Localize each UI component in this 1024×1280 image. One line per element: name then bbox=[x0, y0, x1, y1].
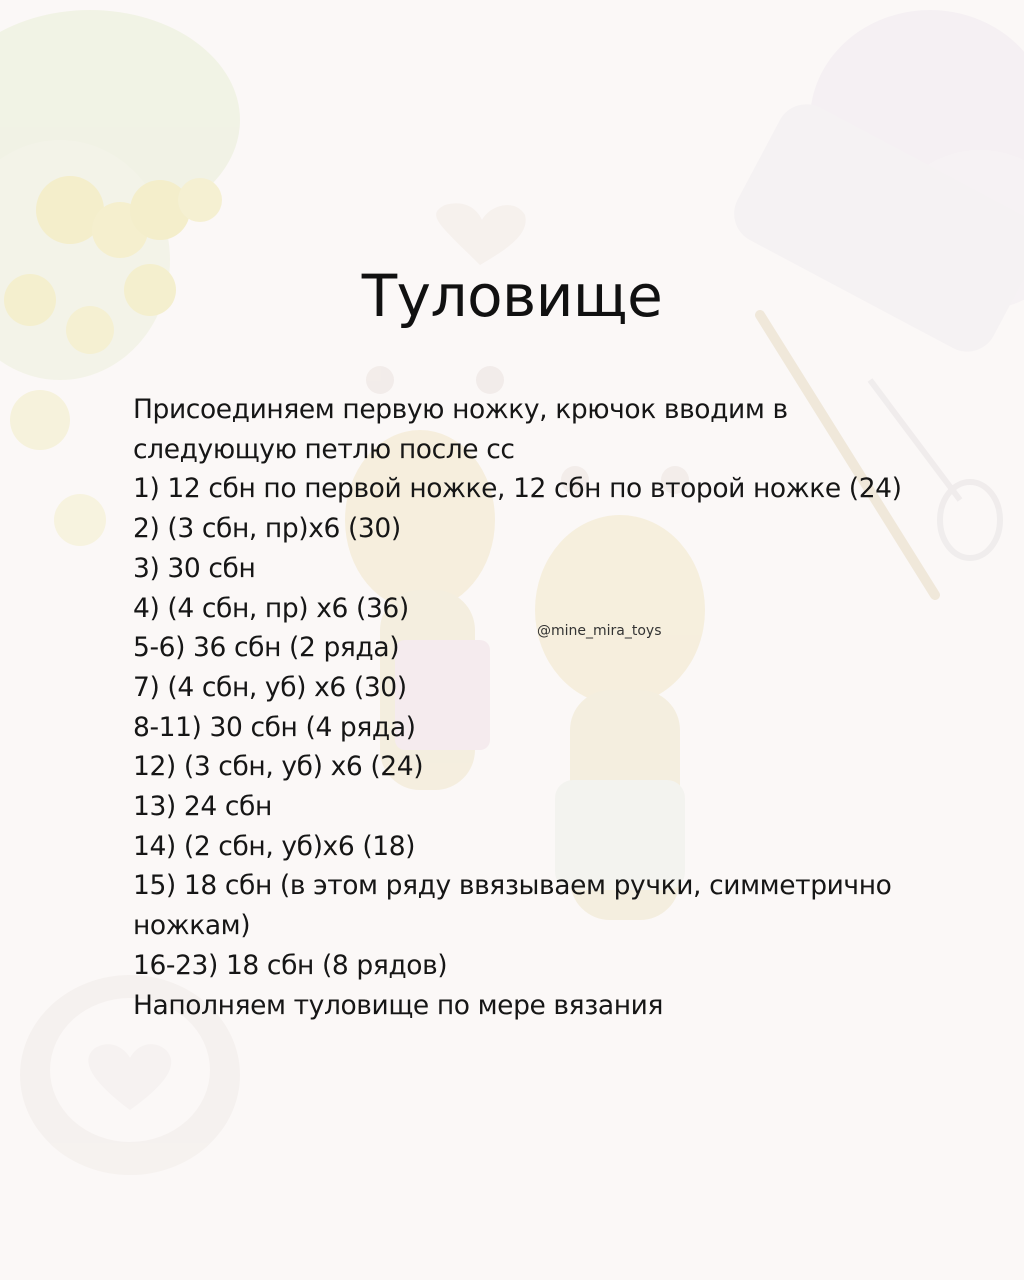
pattern-instructions bbox=[133, 390, 933, 1025]
instruction-line: следующую петлю после сс bbox=[133, 433, 515, 465]
instruction-line: 16-23) 18 сбн (8 рядов) bbox=[133, 949, 448, 981]
watermark-handle: @mine_mira_toys bbox=[537, 623, 662, 639]
instruction-line: Наполняем туловище по мере вязания bbox=[133, 989, 664, 1021]
instruction-line: 5-6) 36 сбн (2 ряда) bbox=[133, 632, 400, 664]
instruction-line: 7) (4 сбн, уб) х6 (30) bbox=[133, 671, 407, 703]
page-title: Туловище bbox=[361, 262, 663, 330]
instruction-line: 3) 30 сбн bbox=[133, 552, 256, 584]
instruction-line: Присоединяем первую ножку, крючок вводим в bbox=[133, 394, 788, 425]
heart-tag-image bbox=[436, 203, 525, 265]
instruction-line: 8-11) 30 сбн (4 ряда) bbox=[133, 711, 416, 743]
instruction-line: 13) 24 сбн bbox=[133, 791, 272, 823]
instruction-line: 15) 18 сбн (в этом ряду ввязываем ручки, симметрично bbox=[133, 870, 892, 902]
instruction-line: 2) (3 сбн, пр)х6 (30) bbox=[133, 513, 401, 545]
instruction-line: 4) (4 сбн, пр) х6 (36) bbox=[133, 592, 409, 624]
instruction-line: 1) 12 сбн по первой ножке, 12 сбн по второй ножке (24) bbox=[133, 473, 902, 505]
instruction-line: ножкам) bbox=[133, 910, 251, 942]
instruction-line: 12) (3 сбн, уб) х6 (24) bbox=[133, 751, 424, 783]
instruction-line: 14) (2 сбн, уб)х6 (18) bbox=[133, 830, 416, 862]
